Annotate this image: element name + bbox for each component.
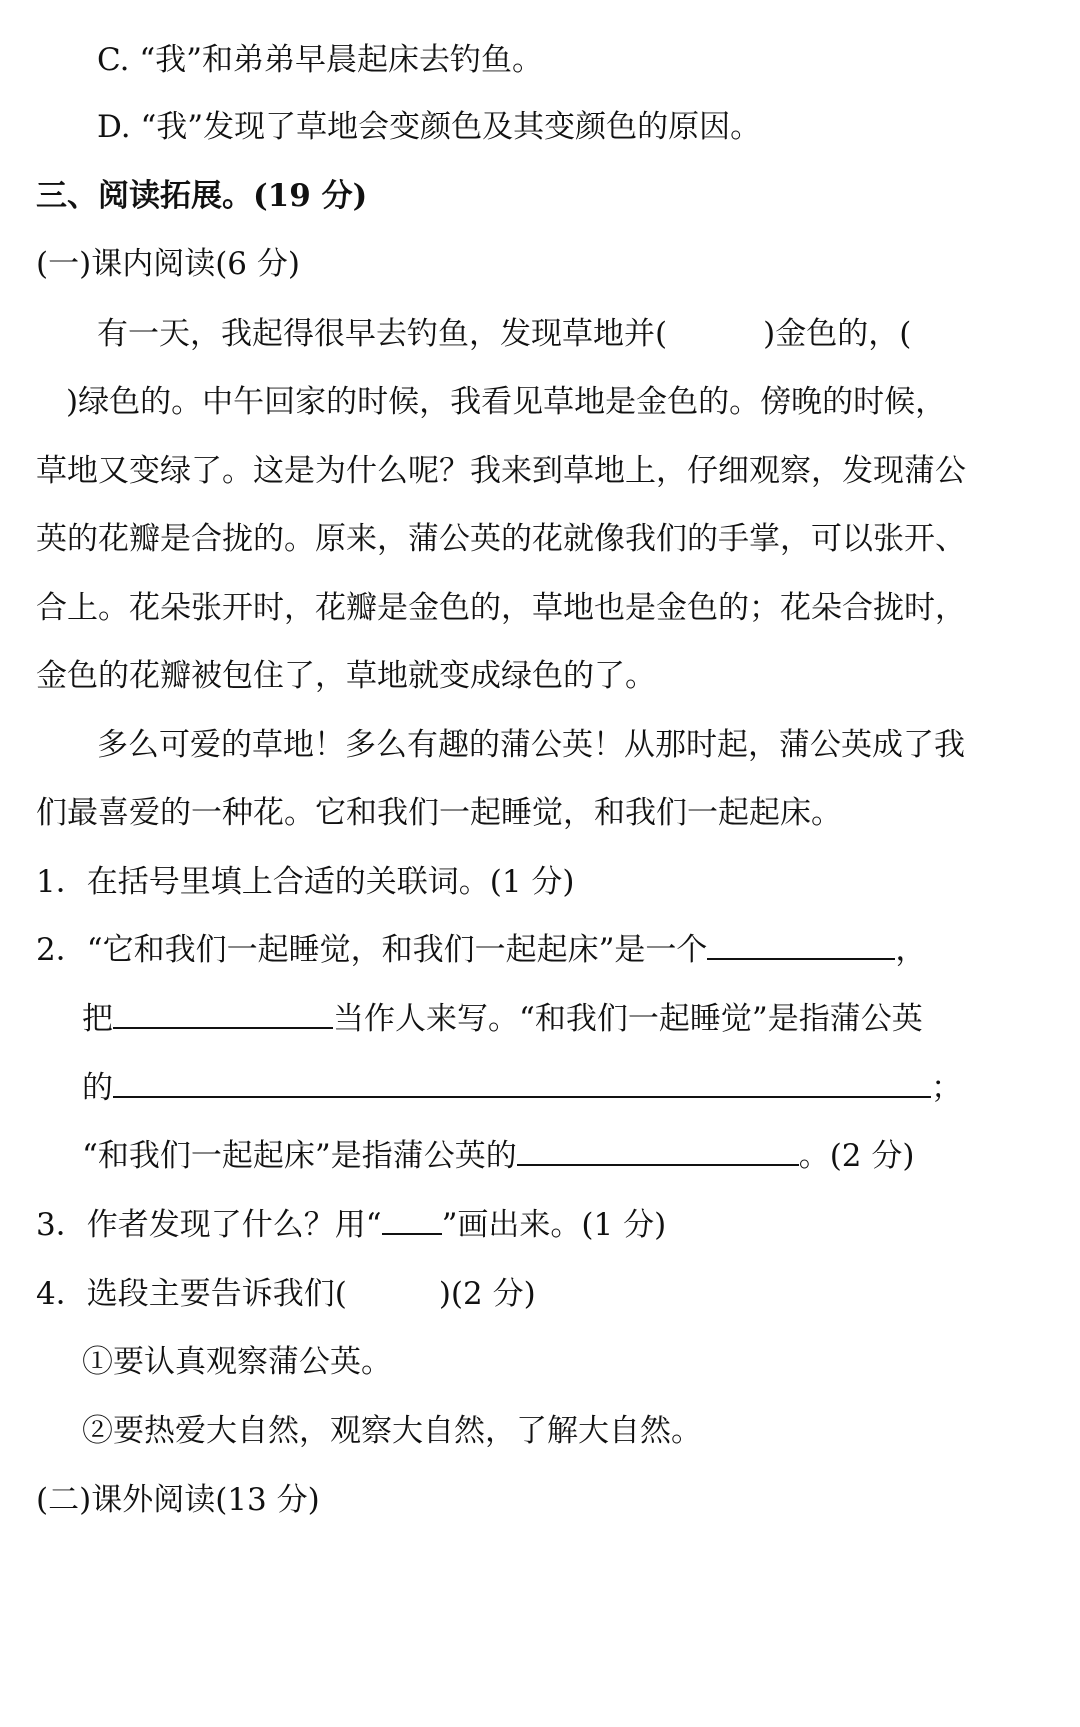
passage-line-1: 有一天，我起得很早去钓鱼，发现草地并( )金色的，(	[97, 316, 912, 352]
part1-title: (一)课内阅读(6 分)	[36, 246, 300, 282]
passage-line-2: )绿色的。中午回家的时候，我看见草地是金色的。傍晚的时候，	[66, 384, 947, 420]
passage-line-3: 草地又变绿了。这是为什么呢？我来到草地上，仔细观察，发现蒲公	[36, 453, 966, 489]
question-2-line-1: 2．“它和我们一起睡觉，和我们一起起床”是一个 ，	[36, 932, 927, 968]
question-1: 1．在括号里填上合适的关联词。(1 分)	[36, 864, 575, 900]
passage-line-5: 合上。花朵张开时，花瓣是金色的，草地也是金色的；花朵合拢时，	[36, 590, 966, 626]
option-d: D. “我”发现了草地会变颜色及其变颜色的原因。	[97, 109, 762, 145]
section-title: 三、阅读拓展。(19 分)	[36, 178, 368, 214]
part2-title: (二)课外阅读(13 分)	[36, 1482, 320, 1518]
question-4: 4．选段主要告诉我们( )(2 分)	[36, 1276, 536, 1312]
answer-blank-3[interactable]	[113, 1070, 931, 1098]
passage-line-6: 金色的花瓣被包住了，草地就变成绿色的了。	[36, 658, 656, 694]
passage-line-4: 英的花瓣是合拢的。原来，蒲公英的花就像我们的手掌，可以张开、	[36, 521, 966, 557]
question-4-option-2: ②要热爱大自然，观察大自然，了解大自然。	[82, 1413, 702, 1449]
question-3: 3．作者发现了什么？用“ ”画出来。(1 分)	[36, 1207, 667, 1243]
answer-blank-4[interactable]	[517, 1138, 799, 1166]
answer-blank-2[interactable]	[113, 1001, 333, 1029]
option-c: C. “我”和弟弟早晨起床去钓鱼。	[97, 42, 544, 78]
question-2-line-4: “和我们一起起床”是指蒲公英的 。(2 分)	[82, 1138, 915, 1174]
question-2-line-3: 的 ；	[82, 1070, 962, 1106]
passage-line-8: 们最喜爱的一种花。它和我们一起睡觉，和我们一起起床。	[36, 795, 842, 831]
answer-blank-1[interactable]	[707, 932, 895, 960]
question-2-line-2: 把 当作人来写。“和我们一起睡觉”是指蒲公英	[82, 1001, 923, 1037]
question-4-option-1: ①要认真观察蒲公英。	[82, 1344, 392, 1380]
underline-sample	[382, 1207, 442, 1235]
passage-line-7: 多么可爱的草地！多么有趣的蒲公英！从那时起，蒲公英成了我	[97, 727, 965, 763]
